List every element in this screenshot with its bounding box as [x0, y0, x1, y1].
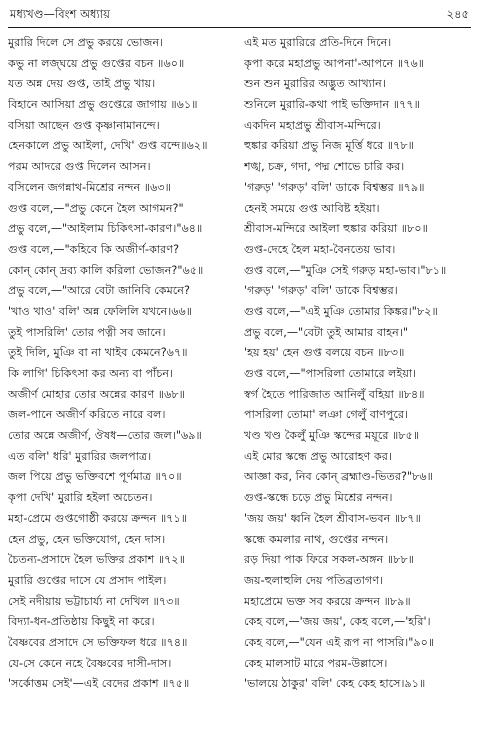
- verse-line: গুপ্ত-স্কন্ধে চড়ে প্রভু মিশ্রের নন্দন।: [244, 491, 393, 505]
- verse-line: প্রভু বলে,—"বেটা তুই আমার বাহন।": [244, 325, 409, 339]
- verse-line: পাসরিলা তোমা' লঞা গেলুঁ বাণপুরে।: [244, 408, 409, 422]
- verse-line: জল-পানে অজীর্ণ করিতে নারে বল।: [8, 408, 166, 422]
- verse-line: অজীর্ণ মোহার তোর অন্নের কারণ ॥৬৮॥: [8, 387, 185, 401]
- verse-line: হেনই সময়ে গুপ্ত আবিষ্ট হইয়া।: [244, 201, 380, 215]
- verse-line: শ্রীবাস-মন্দিরে আইলা হুঙ্কার করিয়া ॥৮০॥: [244, 222, 428, 236]
- verse-line: শঙ্খ, চক্র, গদা, পদ্ম শোভে চারি কর।: [244, 160, 405, 174]
- verse-line: শুন শুন মুরারির অদ্ভুত আখ্যান।: [244, 77, 386, 91]
- verse-line: মহাপ্রেমে ভক্ত সব করয়ে ক্রন্দন ॥৮৯॥: [244, 594, 411, 608]
- verse-line: জল পিয়ে প্রভু ভক্তিবশে পূর্ণমাত্র ॥৭০॥: [8, 470, 182, 484]
- verse-line: 'সর্কোত্তম সেই'—এই বেদের প্রকাশ ॥৭৫॥: [8, 677, 190, 691]
- verse-line: গুপ্ত বলে,—"কহিবে কি অজীর্ণ-কারণ?: [8, 242, 180, 256]
- verse-line: যত অন্ন দেয় গুপ্ত, তাই প্রভু খায়।: [8, 77, 156, 91]
- running-title: মধ্যখণ্ড—বিংশ অধ্যায়: [10, 6, 110, 21]
- verse-line: এই মোর স্কন্ধে প্রভু আরোহণ কর।: [244, 449, 392, 463]
- verse-line: হেনকালে প্রভু আইলা, দেখি' গুপ্ত বন্দে॥৬২॥: [8, 139, 208, 153]
- verse-line: গুপ্ত বলে,—"পাসরিলা তোমারে লইয়া।: [244, 367, 417, 380]
- verse-line: তোর অন্নে অজীর্ণ, ঔষধ—তোর জল।"৬৯॥: [8, 429, 202, 443]
- verse-line: 'গরুড়' 'গরুড়' বলি' ডাকে বিশ্বম্ভর।: [244, 284, 398, 298]
- verse-line: পরম আদরে গুপ্ত দিলেন আসন।: [8, 160, 151, 174]
- verse-line: কেহ বলে,—'জয় জয়', কেহ বলে,—'হরি'।: [244, 615, 431, 629]
- verse-line: কভু না লজ্ঘয়ে প্রভু গুপ্তের বচন ॥৬০॥: [8, 56, 185, 70]
- verse-line: হেন প্রভু, হেন ভক্তিযোগ, হেন দাস।: [8, 532, 166, 546]
- verse-line: গুপ্ত-দেহে হৈল মহা-বৈনতেয় ভাব।: [244, 242, 396, 256]
- verse-line: কৃপা দেখি' মুরারি হইলা অচেতন।: [8, 491, 153, 505]
- verse-line: এত বলি' ধরি' মুরারির জলপাত্র।: [8, 449, 152, 463]
- verse-line: শুনিলে মুরারি-কথা পাই ভক্তিদান ॥৭৭॥: [244, 98, 420, 112]
- verse-line: স্কন্ধে কমলার নাথ, গুপ্তের নন্দন।: [244, 532, 389, 546]
- verse-line: গুপ্ত বলে,—"এই মুঞি তোমার কিঙ্কর।"৮২॥: [244, 304, 438, 318]
- verse-line: গুপ্ত বলে,—"প্রভু কেনে হৈল আগমন?": [8, 201, 184, 215]
- verse-line: কৃপা করে মহাপ্রভু আপনা'-আপনে ॥৭৬॥: [244, 56, 425, 70]
- verse-line: তুই দিলি, মুঞি বা না খাইব কেমনে?৬৭॥: [8, 346, 188, 360]
- left-verse-column: [8, 33, 236, 695]
- verse-line: 'খাও খাও' বলি' অন্ন ফেলিলি যখনে।৬৬॥: [8, 304, 193, 318]
- verse-line: আজ্ঞা কর, নিব কোন্ ব্রহ্মাণ্ড-ভিতর?"৮৬॥: [244, 470, 434, 484]
- verse-line: কেহ মালসাট মারে পরম-উল্লাসে।: [244, 656, 388, 670]
- verse-line: বৈষ্ণবের প্রসাদে সে ভক্তিফল ধরে ॥৭৪॥: [8, 635, 188, 649]
- verse-line: 'গরুড়' 'গরুড়' বলি' ডাকে বিশ্বম্ভর ॥৭৯॥: [244, 180, 425, 194]
- verse-line: 'হয় হয়' হেন গুপ্ত বলয়ে বচন ॥৮৩॥: [244, 346, 405, 360]
- verse-line: হুঙ্কার করিয়া প্রভু নিজ মূর্ত্তি ধরে ॥৭৮॥: [244, 139, 414, 153]
- verse-line: 'ভালয়ে ঠাকুর' বলি' কেহ কেহ হাসে।৯১॥: [244, 677, 426, 691]
- verse-line: প্রভু বলে,—"আরে বেটা জানিবি কেমনে?: [8, 284, 190, 298]
- verse-line: বসিলেন জগন্নাথ-মিশ্রের নন্দন ॥৬৩॥: [8, 180, 171, 194]
- verse-line: বিহানে আসিয়া প্রভু গুপ্তেরে জাগায় ॥৬১॥: [8, 98, 198, 112]
- verse-line: সেই নদীয়ায় ভট্টাচার্য্য না দেখিল ॥৭৩॥: [8, 594, 180, 608]
- verse-line: খণ্ড খণ্ড কৈলুঁ মুঞি স্কন্দের ময়ূরে ॥৮৫॥: [244, 429, 420, 443]
- verse-line: কি লাগি' চিকিৎসা কর অন্য বা পাঁচন।: [8, 367, 174, 380]
- verse-line: যে-সে কেনে নহে বৈষ্ণবের দাসী-দাস।: [8, 656, 172, 670]
- verse-line: প্রভু বলে,—"আইলাম চিকিৎসা-কারণ।"৬৪॥: [8, 222, 203, 236]
- verse-line: 'জয় জয়' ধ্বনি হৈল শ্রীবাস-ভবন ॥৮৭॥: [244, 511, 422, 525]
- verse-line: একদিন মহাপ্রভু শ্রীবাস-মন্দিরে।: [244, 118, 381, 132]
- verse-line: কেহ বলে,—"যেন এই রূপ না পাসরি।"৯০॥: [244, 635, 435, 649]
- verse-line: মুরারি দিলে সে প্রভু করয়ে ভোজন।: [8, 36, 164, 49]
- verse-line: স্বর্গ হৈতে পারিজাত আনিলুঁ বহিয়া ॥৮৪॥: [244, 387, 425, 401]
- page-header: [10, 4, 469, 26]
- verse-line: জয়-হুলাহুলি দেয় পতিব্রতাগণ।: [244, 573, 384, 587]
- verse-line: চৈতন্য-প্রসাদে হৈল ভক্তির প্রকাশ ॥৭২॥: [8, 553, 186, 567]
- verse-line: বিদ্যা-ধন-প্রতিষ্ঠায় কিছুই না করে।: [8, 615, 155, 629]
- header-rule: [8, 27, 471, 28]
- verse-line: এই মত মুরারিরে প্রতি-দিনে দিনে।: [244, 36, 392, 49]
- verse-line: গুপ্ত বলে,—"মুঞি সেই গরুড় মহা-ভাব।"৮১॥: [244, 263, 447, 277]
- verse-line: মহা-প্রেমে গুপ্তগোষ্ঠী করয়ে ক্রন্দন ॥৭১॥: [8, 511, 188, 525]
- verse-line: বসিয়া আছেন গুপ্ত কৃষ্ণানামানন্দে।: [8, 118, 160, 132]
- verse-line: মুরারি গুপ্তের দাসে যে প্রসাদ পাইল।: [8, 573, 167, 587]
- page-number: ২৪৫: [446, 6, 469, 21]
- right-verse-column: [244, 33, 474, 695]
- verse-line: তুই পাসরিলি' তোর পত্নী সব জানে।: [8, 325, 166, 339]
- verse-line: কোন্ কোন্ দ্রব্য কালি করিলা ভোজন?"৬৫॥: [8, 263, 204, 277]
- verse-line: রড় দিয়া পাক ফিরে সকল-অঙ্গন ॥৮৮॥: [244, 553, 415, 567]
